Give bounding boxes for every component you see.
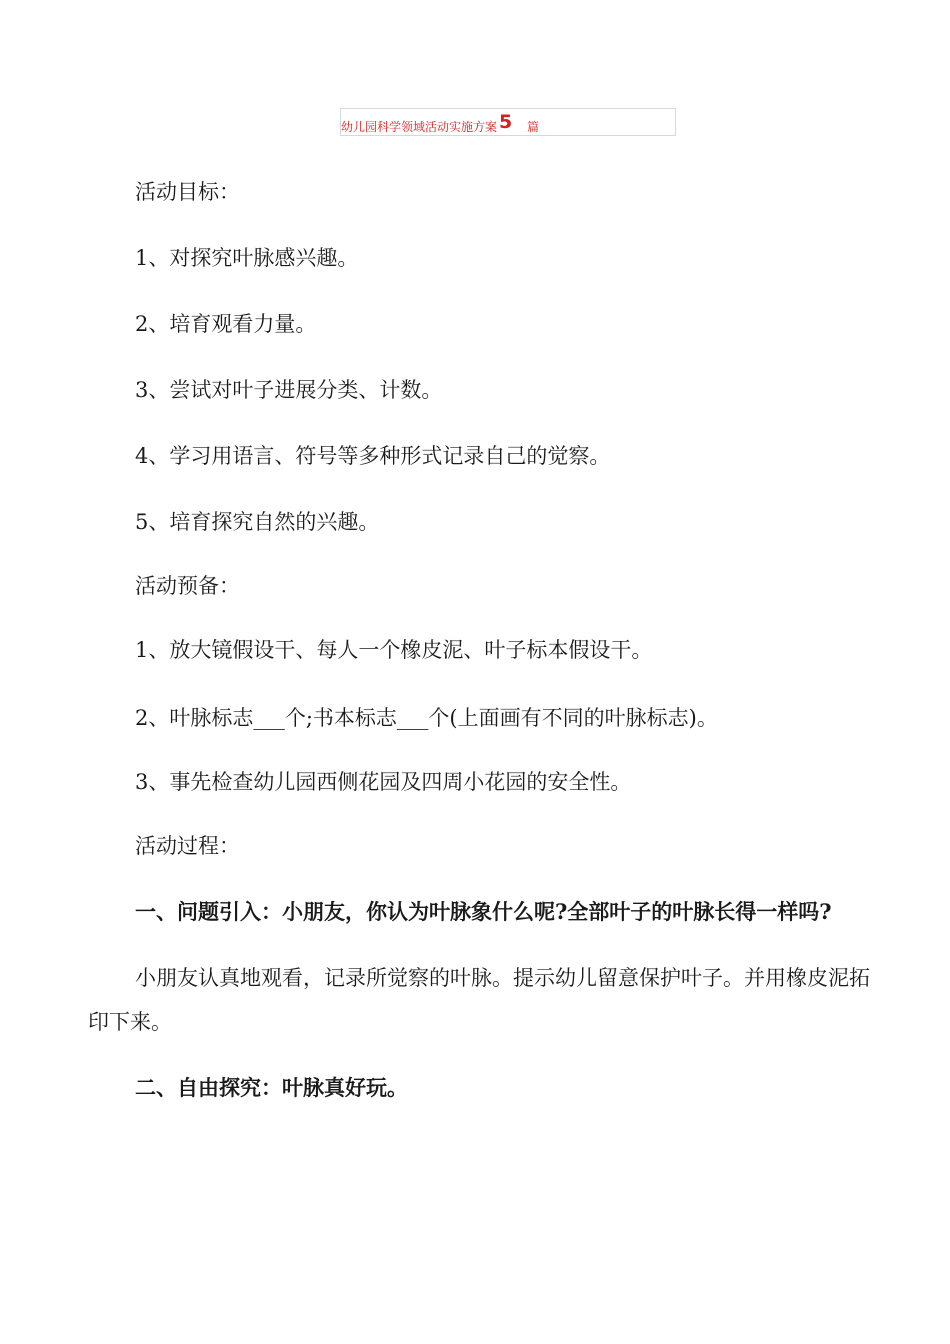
process-heading: 活动过程： <box>135 834 240 858</box>
process-step-1-text: 小朋友认真地观看，记录所觉察的叶脉。提示幼儿留意保护叶子。并用橡皮泥拓印下来。 <box>88 966 870 1034</box>
preparation-item-2: 2、叶脉标志___个;书本标志___个(上面画有不同的叶脉标志)。 <box>135 706 718 730</box>
header-title-number: 5 <box>499 111 513 133</box>
header-title-suffix: 篇 <box>527 120 540 134</box>
document-header <box>340 108 676 136</box>
header-title: 幼儿园科学领域活动实施方案 <box>341 120 498 134</box>
goal-item-5: 5、培育探究自然的兴趣。 <box>135 510 380 534</box>
goal-item-3: 3、尝试对叶子进展分类、计数。 <box>135 378 443 402</box>
goals-heading: 活动目标： <box>135 180 240 204</box>
process-step-1-title: 一、问题引入：小朋友，你认为叶脉象什么呢?全部叶子的叶脉长得一样吗? <box>135 899 832 924</box>
goal-item-1: 1、对探究叶脉感兴趣。 <box>135 246 359 270</box>
goal-item-4: 4、学习用语言、符号等多种形式记录自己的觉察。 <box>135 444 611 468</box>
goal-item-2: 2、培育观看力量。 <box>135 312 317 336</box>
preparation-item-3: 3、事先检查幼儿园西侧花园及四周小花园的安全性。 <box>135 770 632 794</box>
preparation-heading: 活动预备： <box>135 574 240 598</box>
preparation-item-1: 1、放大镜假设干、每人一个橡皮泥、叶子标本假设干。 <box>135 638 653 662</box>
process-step-2-title: 二、自由探究：叶脉真好玩。 <box>135 1075 408 1100</box>
